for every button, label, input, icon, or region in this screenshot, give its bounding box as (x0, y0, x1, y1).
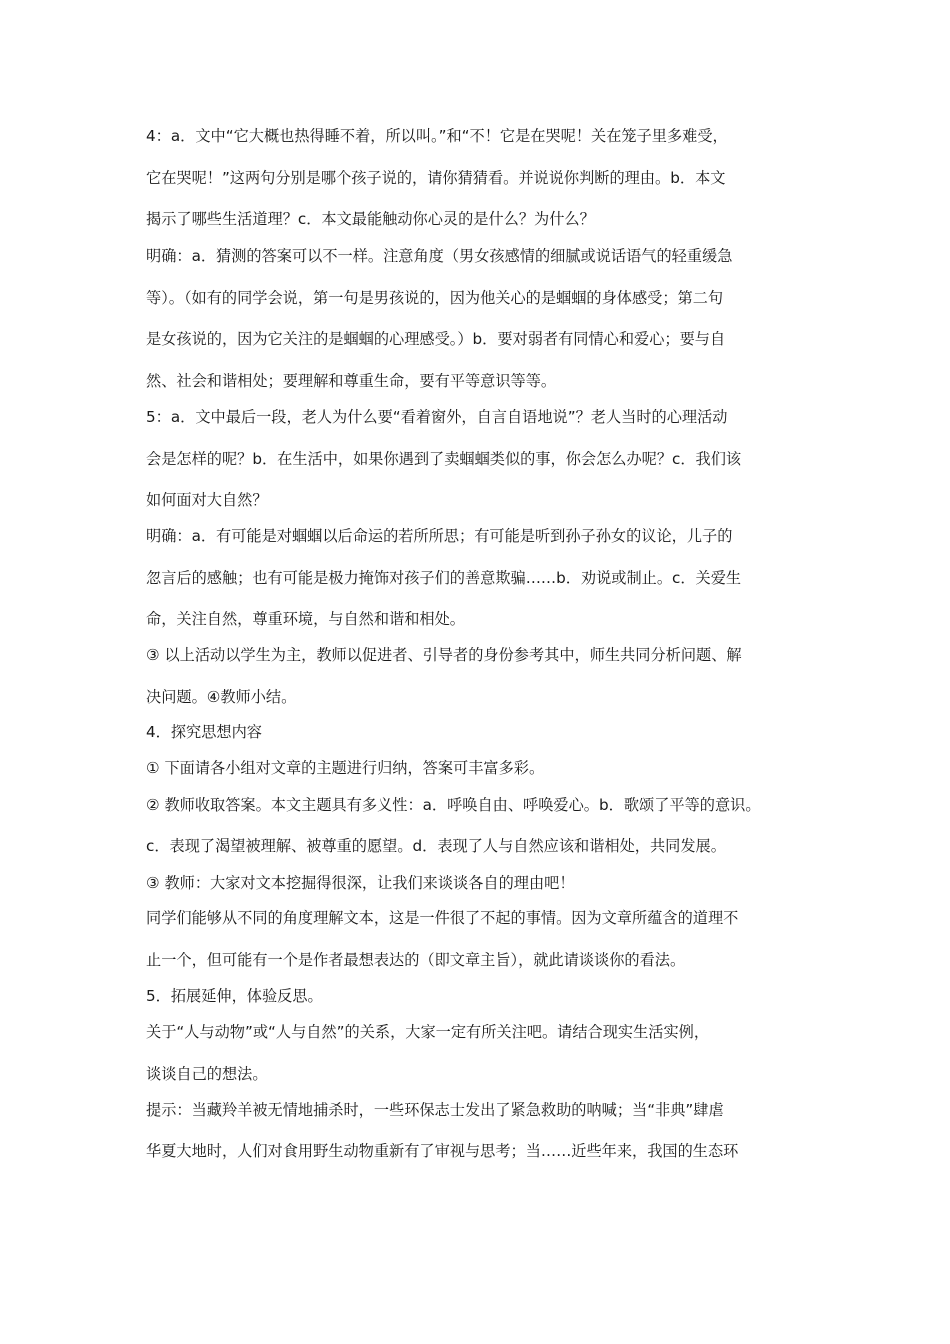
text-line: 它在哭呢！”这两句分别是哪个孩子说的，请你猜猜看。并说说你判断的理由。b．本文 (146, 169, 726, 187)
text-line: c．表现了渴望被理解、被尊重的愿望。d．表现了人与自然应该和谐相处，共同发展。 (146, 837, 726, 855)
text-line: 明确：a．有可能是对蝈蝈以后命运的若所所思；有可能是听到孙子孙女的议论，儿子的 (146, 527, 733, 545)
text-line: 4：a．文中“它大概也热得睡不着，所以叫。”和“不！它是在哭呢！关在笼子里多难受， (146, 127, 728, 145)
text-line: 关于“人与动物”或“人与自然”的关系，大家一定有所关注吧。请结合现实生活实例， (146, 1023, 710, 1041)
text-line: 止一个，但可能有一个是作者最想表达的（即文章主旨），就此请谈谈你的看法。 (146, 951, 686, 969)
text-line: 如何面对大自然？ (146, 491, 268, 509)
text-line: 命，关注自然，尊重环境，与自然和谐和相处。 (146, 610, 465, 628)
text-line: ③ 以上活动以学生为主，教师以促进者、引导者的身份参考其中，师生共同分析问题、解 (146, 646, 742, 664)
text-line: ① 下面请各小组对文章的主题进行归纳，答案可丰富多彩。 (146, 759, 545, 777)
text-line: 明确：a．猜测的答案可以不一样。注意角度（男女孩感情的细腻或说话语气的轻重缓急 (146, 247, 733, 265)
text-line: 是女孩说的，因为它关注的是蝈蝈的心理感受。）b．要对弱者有同情心和爱心；要与自 (146, 330, 726, 348)
text-line: 忽言后的感触；也有可能是极力掩饰对孩子们的善意欺骗……b．劝说或制止。c．关爱生 (146, 569, 742, 587)
text-line: 华夏大地时，人们对食用野生动物重新有了审视与思考；当……近些年来，我国的生态环 (146, 1142, 739, 1160)
text-line: 5：a．文中最后一段，老人为什么要“看着窗外，自言自语地说”？老人当时的心理活动 (146, 408, 728, 426)
text-line: ② 教师收取答案。本文主题具有多义性：a．呼唤自由、呼唤爱心。b．歌颂了平等的意识。 (146, 796, 761, 814)
text-line: 4．探究思想内容 (146, 723, 262, 741)
text-line: 等）。（如有的同学会说，第一句是男孩说的，因为他关心的是蝈蝈的身体感受；第二句 (146, 289, 724, 307)
text-line: 会是怎样的呢？b．在生活中，如果你遇到了卖蝈蝈类似的事，你会怎么办呢？c．我们该 (146, 450, 742, 468)
text-line: ③ 教师：大家对文本挖掘得很深，让我们来谈谈各自的理由吧！ (146, 874, 575, 892)
text-line: 揭示了哪些生活道理？c．本文最能触动你心灵的是什么？为什么？ (146, 210, 595, 228)
text-line: 提示：当藏羚羊被无情地捕杀时，一些环保志士发出了紧急救助的呐喊；当“非典”肆虐 (146, 1101, 724, 1119)
text-line: 决问题。④教师小结。 (146, 688, 297, 706)
text-line: 谈谈自己的想法。 (146, 1065, 268, 1083)
text-line: 然、社会和谐相处；要理解和尊重生命，要有平等意识等等。 (146, 372, 557, 390)
text-line: 同学们能够从不同的角度理解文本，这是一件很了不起的事情。因为文章所蕴含的道理不 (146, 909, 739, 927)
text-line: 5．拓展延伸，体验反思。 (146, 987, 323, 1005)
